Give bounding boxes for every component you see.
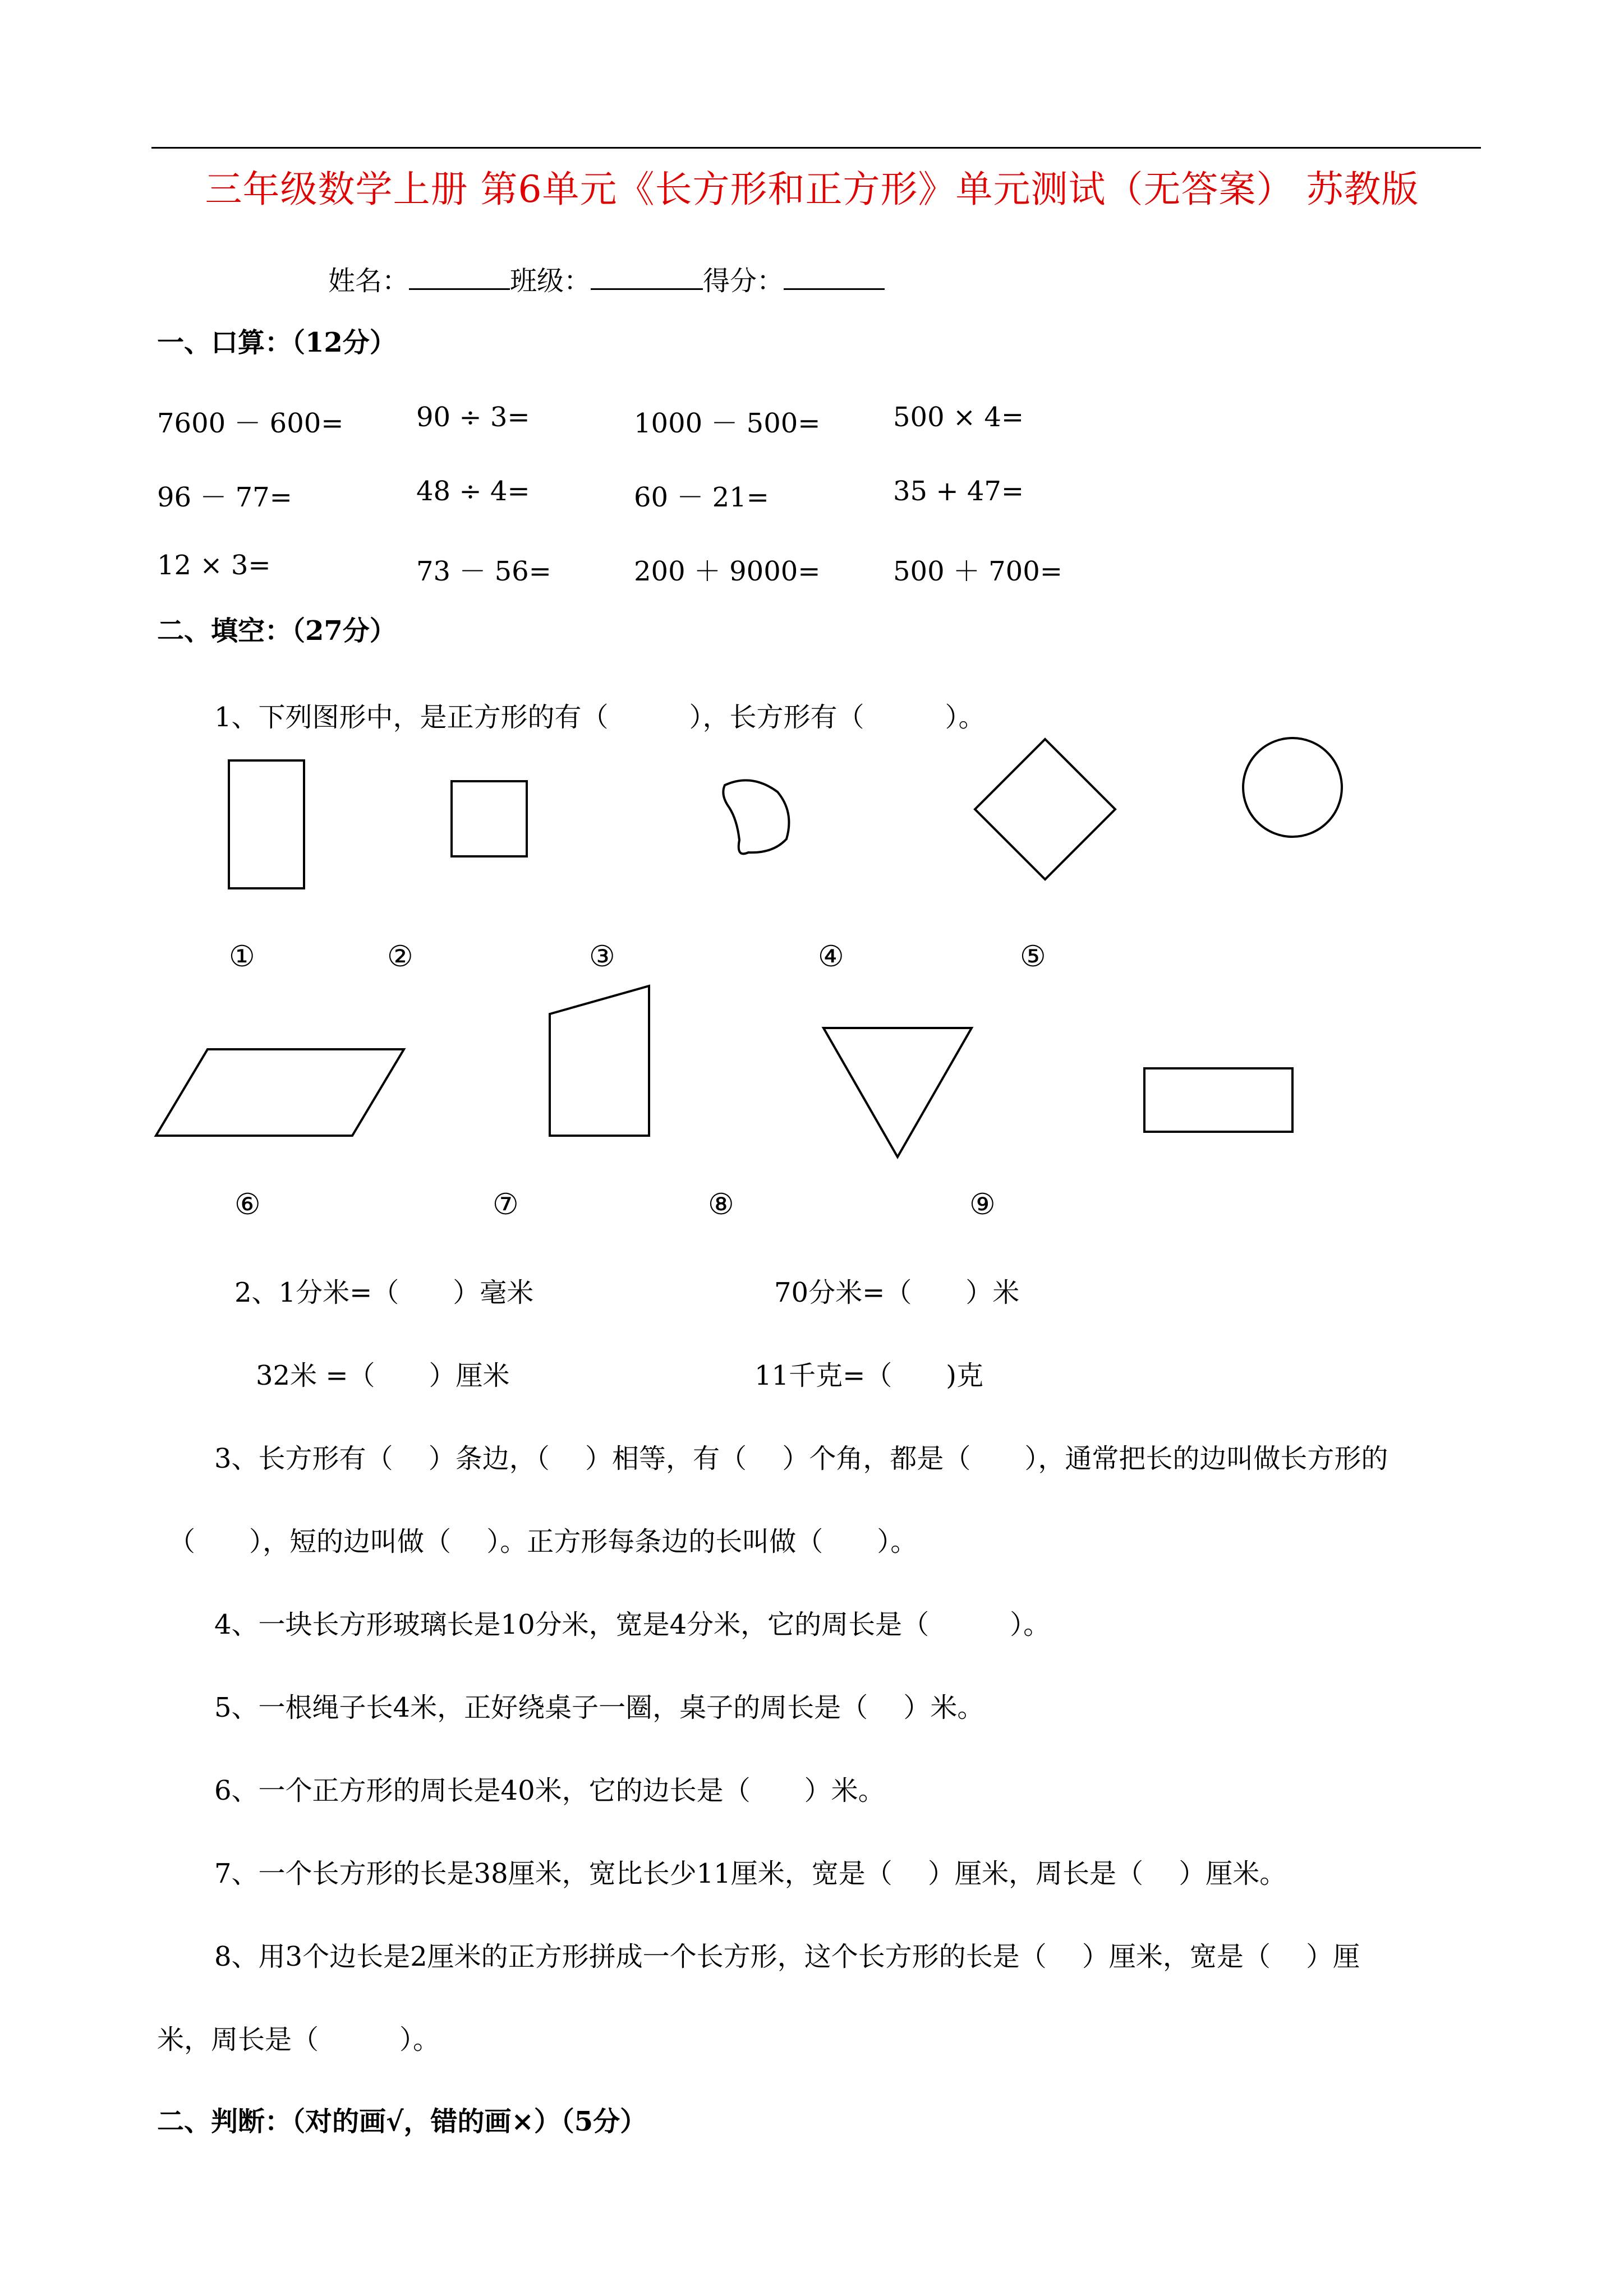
- calc-item: 12 × 3=: [157, 550, 271, 581]
- calc-item: 96 － 77=: [157, 482, 292, 513]
- shape-label: ②: [387, 940, 413, 974]
- calc-item: 90 ÷ 3=: [416, 402, 530, 433]
- trapezoid-shape: [550, 986, 649, 1136]
- circle-shape: [1243, 738, 1342, 837]
- parallelogram-shape: [156, 1049, 404, 1136]
- square-shape: [452, 781, 527, 856]
- question-4: 4、一块长方形玻璃长是10分米，宽是4分米，它的周长是（ ）。: [214, 1609, 1051, 1640]
- question-6: 6、一个正方形的周长是40米，它的边长是（ ）米。: [214, 1775, 885, 1806]
- shape-label: ⑦: [493, 1188, 519, 1221]
- page-title: 三年级数学上册 第6单元《长方形和正方形》单元测试（无答案） 苏教版: [205, 168, 1419, 211]
- calc-item: 500 × 4=: [893, 402, 1024, 433]
- shape-label: ①: [229, 940, 255, 974]
- question-2c: 32米 =（ ）厘米: [256, 1360, 510, 1391]
- section1-heading: 一、口算：（12分）: [157, 327, 397, 358]
- shape-label: ③: [589, 940, 615, 974]
- calc-item: 200 ＋ 9000=: [634, 556, 821, 587]
- question-3-line1: 3、长方形有（ ）条边，（ ）相等，有（ ）个角，都是（ ），通常把长的边叫做长方形的: [214, 1443, 1388, 1474]
- calc-item: 1000 － 500=: [634, 408, 821, 439]
- shape-label: ⑨: [969, 1188, 996, 1221]
- calc-item: 35 + 47=: [893, 476, 1024, 507]
- question-2a: 2、1分米=（ ）毫米: [234, 1277, 534, 1308]
- score-label: 得分：: [703, 265, 784, 297]
- triangle-shape: [823, 1028, 972, 1157]
- wide-rectangle-shape: [1144, 1068, 1292, 1132]
- class-label: 班级：: [510, 265, 591, 297]
- diamond-shape: [975, 739, 1115, 879]
- shape-label: ⑤: [1020, 940, 1046, 974]
- section3-heading: 二、判断：（对的画√，错的画×）（5分）: [157, 2106, 647, 2137]
- shape-label: ④: [818, 940, 844, 974]
- shape-label: ⑥: [234, 1188, 261, 1221]
- section2-heading: 二、填空：（27分）: [157, 615, 397, 647]
- shape-label: ⑧: [708, 1188, 734, 1221]
- question-2b: 70分米=（ ）米: [774, 1277, 1020, 1308]
- calc-item: 60 － 21=: [634, 482, 769, 513]
- calc-item: 48 ÷ 4=: [416, 476, 530, 507]
- question-8-line2: 米，周长是（ ）。: [157, 2024, 440, 2055]
- tall-rectangle-shape: [229, 760, 304, 888]
- irregular-shape: [723, 780, 789, 854]
- question-1: 1、下列图形中，是正方形的有（ ），长方形有（ ）。: [214, 702, 986, 733]
- calc-item: 500 ＋ 700=: [893, 556, 1062, 587]
- name-label: 姓名：: [328, 265, 410, 297]
- question-5: 5、一根绳子长4米，正好绕桌子一圈，桌子的周长是（ ）米。: [214, 1692, 984, 1723]
- question-8-line1: 8、用3个边长是2厘米的正方形拼成一个长方形，这个长方形的长是（ ）厘米，宽是（ ）厘: [214, 1941, 1360, 1972]
- calc-item: 73 － 56=: [416, 556, 551, 587]
- question-2d: 11千克=（ )克: [755, 1360, 984, 1391]
- calc-item: 7600 － 600=: [157, 408, 344, 439]
- question-3-line2: （ ），短的边叫做（ ）。正方形每条边的长叫做（ ）。: [168, 1526, 918, 1557]
- question-7: 7、一个长方形的长是38厘米，宽比长少11厘米，宽是（ ）厘米，周长是（ ）厘米。: [214, 1858, 1287, 1889]
